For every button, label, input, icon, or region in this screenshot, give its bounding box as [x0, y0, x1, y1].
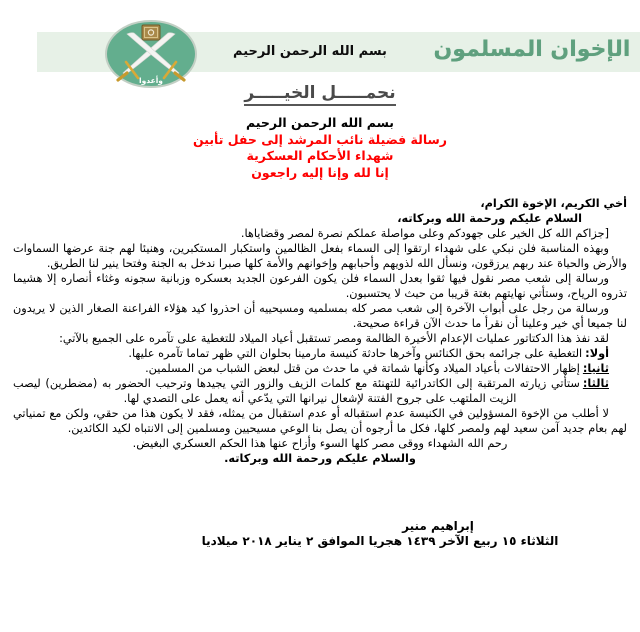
paragraph-request: لا أطلب من الإخوة المسؤولين في الكنيسة عدم استقباله أو عدم استقبال من يمثله، فقد لا يكون هذا من حقي، ولكن مع تمنياتي لهم بعام جديد آمن سعيد لهم ولمصر كلها، فكل ما أرجوه أن يصل بنا الوعي مسيحيين ومسلمين إلى الانتباه لكيد الكائدين. — [13, 407, 627, 435]
org-name-calligraphy: الإخوان المسلمون — [433, 37, 631, 62]
letter-heading — [0, 115, 640, 181]
paragraph-message-to-people: ورسالة إلى شعب مصر نقول فيها ثقوا بعدل السماء فلن يكون الفرعون الجديد بعسكره وزبانية سجونه وغثاء أنصاره إلا هشيما تذروه الرياح، وستأتي نهايتهم بغتة قريبا من حيث لا يحتسبون. — [13, 272, 627, 300]
subject-line-2: شهداء الأحكام العسكرية — [246, 148, 394, 163]
list-item-third-text: ستأتي زيارته المرتقبة إلى الكاتدرائية للتهنئة مع كلمات الزيف والزور التي يجيدها وترحيب الحضور به (مضطرين) ليصب الزيت الملتهب على جروح الفتنة لإشعال نيرانها التي يدّعي أنه يعمل على التصدي لها. — [13, 377, 580, 405]
list-item-third — [13, 376, 627, 406]
crossed-swords-quran-icon — [105, 20, 197, 88]
subject-line-3: إنا لله وإنا إليه راجعون — [251, 164, 389, 180]
list-item-second — [13, 361, 627, 376]
list-item-first-label: أولا: — [585, 347, 609, 360]
list-item-second-label: ثانيا: — [582, 362, 609, 375]
list-item-second-text: إظهار الاحتفالات بأعياد الميلاد وكأنها شماتة في ما حدث من قتل لبعض الشباب من المسلمين. — [145, 362, 580, 375]
list-item-first — [13, 346, 627, 361]
paragraph-message-from-man: ورسالة من رجل على أبواب الآخرة إلى شعب مصر كله بمسلميه ومسيحييه أن احذروا كيد هؤلاء الفراعنة الصغار الذين لا يريدون لنا جميعا أي خير وعلينا أن نقرأ ما حدث الآن قراءة صحيحة. — [13, 302, 627, 330]
letter-body — [13, 196, 627, 466]
paragraph-dictator: لقد نفذ هذا الدكتاتور عمليات الإعدام الأخيرة الظالمة ومصر تستقبل أعياد الميلاد للتغطية على تآمره على الجميع بالآتي: — [59, 332, 609, 345]
greeting: السلام عليكم ورحمة الله وبركاته، — [397, 212, 582, 225]
list-item-third-label: ثالثا: — [582, 377, 609, 390]
signature-name: إبراهيم منير — [402, 519, 474, 533]
logo-motto: وأعدوا — [139, 76, 163, 85]
salutation: أخي الكريم، الإخوة الكرام، — [480, 197, 627, 210]
list-item-first-text: التغطية على جرائمه بحق الكنائس وآخرها حادثة كنيسة مارمينا بحلوان التي ظهر تماما تآمره عليها. — [128, 347, 583, 360]
banner-basmala: بسم الله الرحمن الرحيم — [233, 44, 387, 59]
paragraph-thanks: [جزاكم الله كل الخير على جهودكم وعلى مواصلة عملكم نصرة لمصر وقضاياها. — [240, 227, 609, 240]
signature-block — [160, 519, 600, 549]
doc-title — [0, 83, 640, 103]
doc-title-text: نحمـــــل الخيـــــر — [244, 83, 395, 106]
subject-line-1: رسالة فضيلة نائب المرشد إلى حفل تأبين — [192, 131, 448, 147]
closing-dua: رحم الله الشهداء ووقى مصر كلها السوء وأزاح عنها هذا الحكم العسكري البغيض. — [132, 437, 508, 450]
closing-salam: والسلام عليكم ورحمة الله وبركاته. — [224, 452, 416, 465]
heading-basmala: بسم الله الرحمن الرحيم — [246, 115, 394, 130]
brotherhood-logo — [105, 20, 197, 88]
paragraph-occasion: وبهذه المناسبة فلن نبكي على شهداء ارتقوا إلى السماء بفعل الظالمين واستكبار المستكبرين، وهنيئا لهم جنة عرضها السماوات والأرض والحياة عند ربهم يرزقون، ونسأل الله لذويهم وأحبابهم وإخوانهم والأمة كلها صبرا ندخل به الجنة وفتحا ينير لنا الطريق. — [13, 242, 627, 270]
signature-date: الثلاثاء ١٥ ربيع الآخر ١٤٣٩ هجريا الموافق ٢ يناير ٢٠١٨ ميلاديا — [201, 534, 559, 548]
